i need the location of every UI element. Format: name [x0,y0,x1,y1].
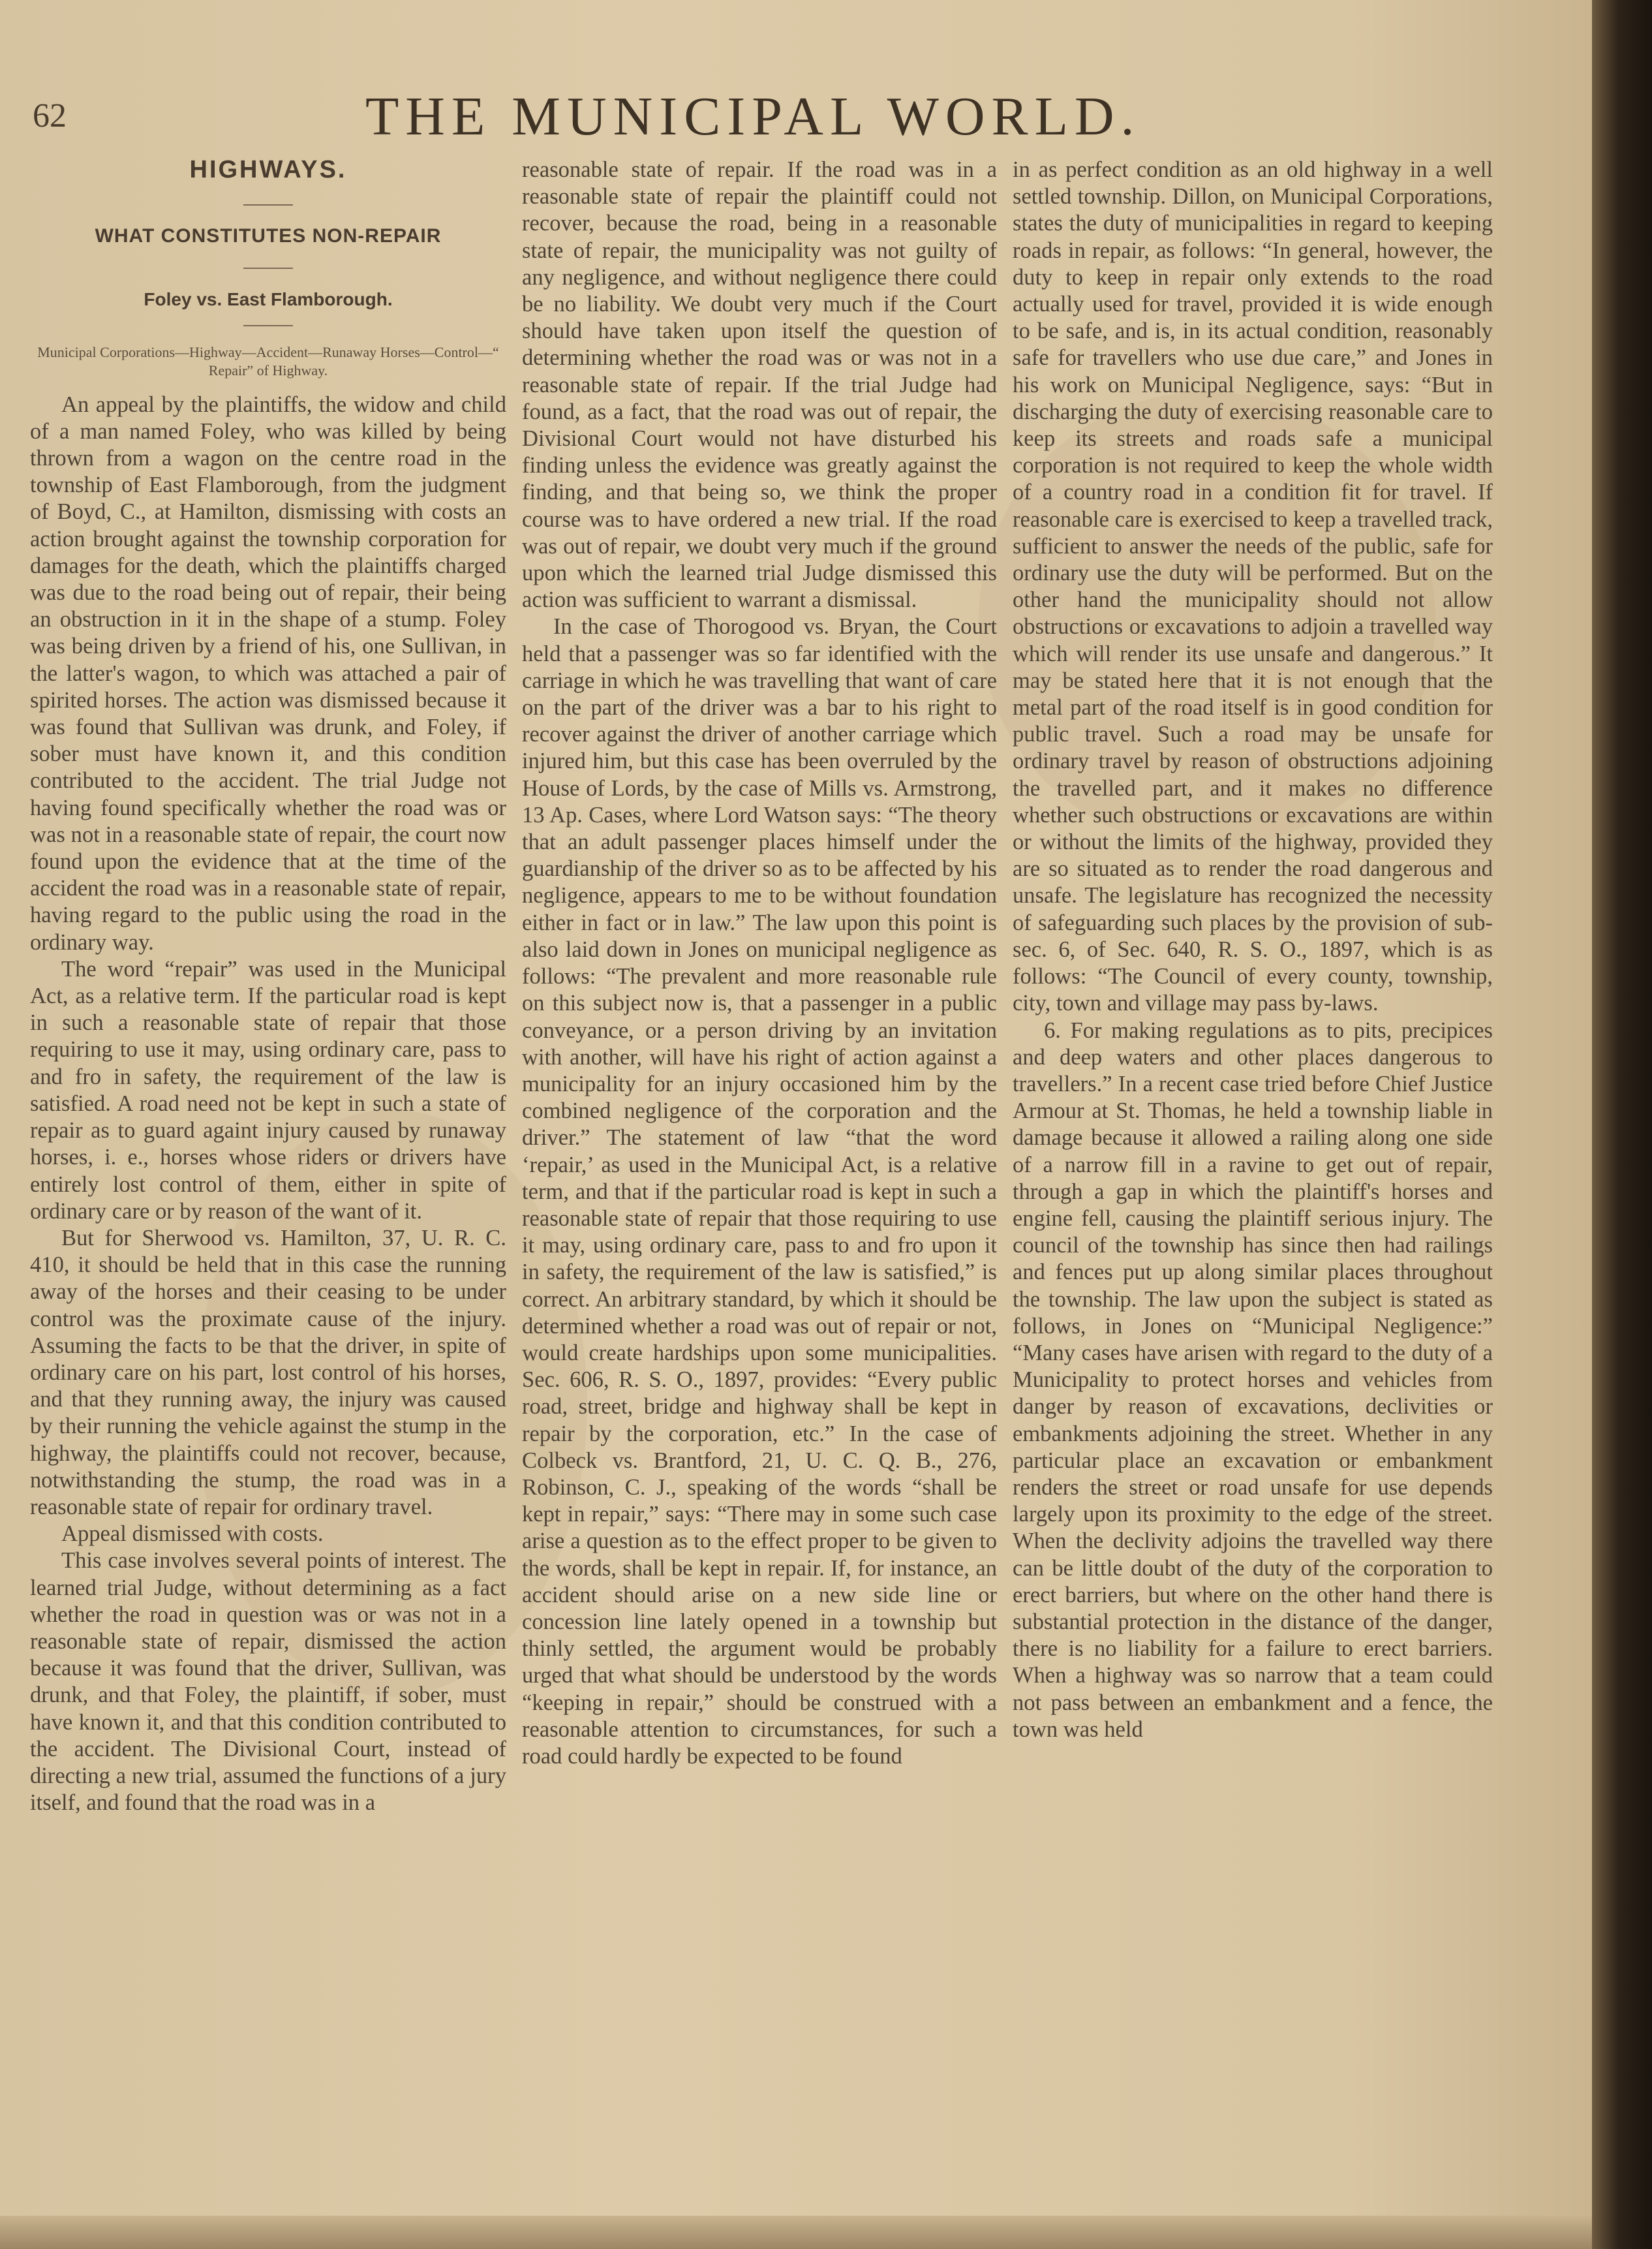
column-3 [1013,157,1493,1743]
masthead-title: THE MUNICIPAL WORLD. [365,86,1141,147]
paragraph: Appeal dismissed with costs. [61,1521,324,1547]
column-1 [30,157,506,1816]
divider-rule [243,204,293,206]
section-title: HIGHWAYS. [189,156,347,183]
paragraph: The word “repair” was used in the Municipal Act, as a relative term. If the particular road is kept in such a reasonable state of repair that those requiring to use it may, using ordinary care, pass to and fro in safety, the requirement of the law is satisfied. A road need not be kept in such a state of repair as to guard againt injury caused by runaway horses, i. e., horses whose riders or drivers have entirely lost control of them, either in spite of ordinary care or by reason of the want of it. [30,956,506,1224]
paragraph: reasonable state of repair. If the road was in a reasonable state of repair the plaintiff could not recover, because the road, being in a reasonable state of repair, the municipality was not guilty of any negligence, and without negligence there could be no liability. We doubt very much if the Court should have taken upon itself the question of determining whether the road was or was not in a reasonable state of repair. If the trial Judge had found, as a fact, that the road was out of repair, the Divisional Court would not have disturbed his finding unless the evidence was greatly against the finding, and that being so, we think the proper course was to have ordered a new trial. If the road was out of repair, we doubt very much if the ground upon which the learned trial Judge dismissed this action was sufficient to warrant a dismissal. [522,157,997,613]
column-2 [522,157,997,1770]
paragraph: But for Sherwood vs. Hamilton, 37, U. R. C. 410, it should be held that in this case the running away of the horses and their ceasing to be under control was the proximate cause of the injury. Assuming the facts to be that the driver, in spite of ordinary care on his part, lost control of his horses, and that they running away, the injury was caused by their running the vehicle against the stump in the highway, the plaintiffs could not recover, because, notwithstanding the stump, the road was in a reasonable state of repair for ordinary travel. [30,1225,506,1519]
case-title: Foley vs. East Flamborough. [144,289,393,310]
paragraph: This case involves several points of interest. The learned trial Judge, without determining as a fact whether the road in question was or was not in a reasonable state of repair, dismissed the action because it was found that the driver, Sullivan, was drunk, and that Foley, the plaintiff, if sober, must have known it, and that this condition contributed to the accident. The Divisional Court, instead of directing a new trial, assumed the functions of a jury itself, and found that the road was in a [30,1548,506,1816]
book-binding [1592,0,1652,2249]
case-summary: Municipal Corporations—Highway—Accident—Runaway Horses—Control—“ Repair” of Highway. [37,343,499,379]
article-title: WHAT CONSTITUTES NON-REPAIR [95,225,442,247]
paragraph: 6. For making regulations as to pits, precipices and deep waters and other places dangerous to travellers.” In a recent case tried before Chief Justice Armour at St. Thomas, he held a township liable in damage because it allowed a railing along one side of a narrow fill in a ravine to get out of repair, through a gap in which the plaintiff's horses and engine fell, causing the plaintiff serious injury. The council of the township has since then had railings and fences put up along similar places throughout the township. The law upon the subject is stated as follows, in Jones on “Municipal Negligence:” “Many cases have arisen with regard to the duty of a Municipality to protect horses and vehicles from danger by reason of excavations, declivities or embankments adjoining the street. Whether in any particular place an excavation or embankment renders the street or road unsafe for use depends largely upon its proximity to the edge of the street. When the declivity adjoins the travelled way there can be little doubt of the duty of the corporation to erect barriers, but where on the other hand there is substantial protection in the distance of the danger, there is no liability for a failure to erect barriers. When a highway was so narrow that a team could not pass between an embankment and a fence, the town was held [1013,1017,1493,1742]
paragraph: An appeal by the plaintiffs, the widow and child of a man named Foley, who was killed by being thrown from a wagon on the centre road in the township of East Flamborough, from the judgment of Boyd, C., at Hamilton, dismissing with costs an action brought against the township corporation for damages for the death, which the plaintiffs charged was due to the road being out of repair, their being an obstruction in it in the shape of a stump. Foley was being driven by a friend of his, one Sullivan, in the latter's wagon, to which was attached a pair of spirited horses. The action was dismissed because it was found that Sullivan was drunk, and Foley, if sober must have known it, and this condition contributed to the accident. The trial Judge not having found specifically whether the road was or was not in a reasonable state of repair, the court now found upon the evidence that at the time of the accident the road was in a reasonable state of repair, having regard to the public using the road in the ordinary way. [30,392,506,955]
paragraph: in as perfect condition as an old highway in a well settled township. Dillon, on Municipal Corporations, states the duty of municipalities in regard to keeping roads in repair, as follows: “In general, however, the duty to keep in repair only extends to the road actually used for travel, provided it is wide enough to be safe, and is, in its actual condition, reasonably safe for travellers who use due care,” and Jones in his work on Municipal Negligence, says: “But in discharging the duty of exercising reasonable care to keep its streets and roads safe a municipal corporation is not required to keep the whole width of a country road in a condition fit for travel. If reasonable care is exercised to keep a travelled track, sufficient to answer the needs of the public, safe for ordinary use the duty will be performed. But on the other hand the municipality should not allow obstructions or excavations to adjoin a travelled way which will render its use unsafe and dangerous.” It may be stated here that it is not enough that the metal part of the road itself is in good condition for public travel. Such a road may be unsafe for ordinary travel by reason of obstructions adjoining the travelled part, and it makes no difference whether such obstructions or excavations are within or without the limits of the highway, provided they are so situated as to render the road dangerous and unsafe. The legislature has recognized the necessity of safeguarding such places by the provision of sub-sec. 6, of Sec. 640, R. S. O., 1897, which is as follows: “The Council of every county, township, city, town and village may pass by-laws. [1013,157,1493,1016]
page-number: 62 [33,97,67,134]
page-bottom-edge [0,2216,1592,2249]
divider-rule [243,325,293,326]
paragraph: In the case of Thorogood vs. Bryan, the Court held that a passenger was so far identified with the carriage in which he was travelling that want of care on the part of the driver was a bar to his right to recover against the driver of another carriage which injured him, but this case has been overruled by the House of Lords, by the case of Mills vs. Armstrong, 13 Ap. Cases, where Lord Watson says: “The theory that an adult passenger places himself under the guardianship of the driver so as to be affected by his negligence, appears to me to be without foundation either in fact or in law.” The law upon this point is also laid down in Jones on municipal negligence as follows: “The prevalent and more reasonable rule on this subject now is, that a passenger in a public conveyance, or a person driving by an invitation with another, will have his right of action against a municipality for an injury occasioned him by the combined negligence of the corporation and the driver.” The statement of law “that the word ‘repair,’ as used in the Municipal Act, is a relative term, and that if the particular road is kept in such a reasonable state of repair that those requiring to use it may, using ordinary care, pass to and fro upon it in safety, the requirement of the law is satisfied,” is correct. An arbitrary standard, by which it should be determined whether a road was out of repair or not, would create hardships upon some municipalities. Sec. 606, R. S. O., 1897, provides: “Every public road, street, bridge and highway shall be kept in repair by the corporation, etc.” In the case of Colbeck vs. Brantford, 21, U. C. Q. B., 276, Robinson, C. J., speaking of the words “shall be kept in repair,” says: “There may in some such case arise a question as to the effect proper to be given to the words, shall be kept in repair. If, for instance, an accident should arise on a new side line or concession line lately opened in a township but thinly settled, the argument would be probably urged that what should be understood by the words “keeping in repair,” should be construed with a reasonable attention to circumstances, for such a road could hardly be expected to be found [522,614,997,1769]
divider-rule [243,268,293,269]
